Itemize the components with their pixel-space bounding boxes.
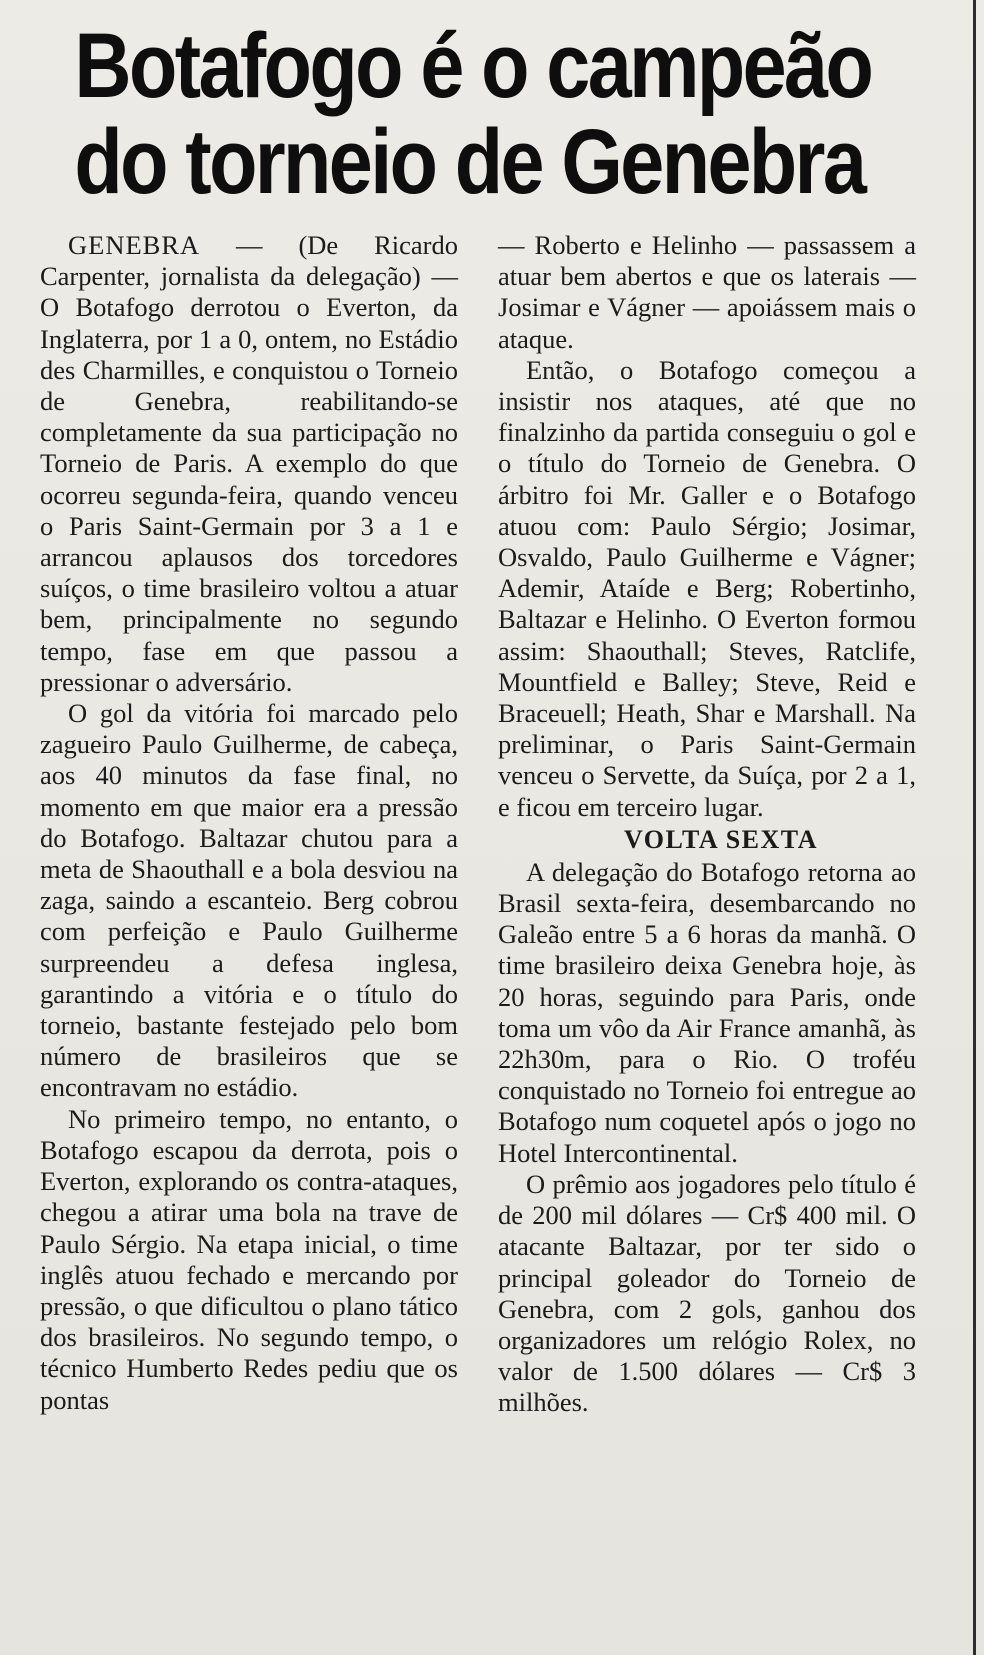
column-1: [40, 230, 458, 1419]
column-2: [498, 230, 916, 1419]
article-columns: [40, 230, 962, 1419]
paragraph-lead: [40, 230, 458, 698]
paragraph-prize: O prêmio aos jogadores pelo título é de 200 mil dólares — Cr$ 400 mil. O atacante Baltazar, por ter sido o principal goleador do Torneio de Genebra, com 2 gols, ganhou dos organizadores um relógio Rolex, no valor de 1.500 dólares — Cr$ 3 milhões.: [498, 1168, 916, 1418]
subheading: VOLTA SEXTA: [624, 824, 818, 854]
dateline: GENEBRA: [68, 230, 201, 260]
column-rule: [973, 0, 976, 1655]
paragraph-continuation: — Roberto e Helinho — passassem a atuar bem abertos e que os laterais — Josimar e Vágner — apoiássem mais o ataque.: [498, 230, 916, 354]
headline-line-2: do torneio de Genebra: [74, 111, 865, 213]
paragraph-lineups: Então, o Botafogo começou a insistir nos ataques, até que no finalzinho da partida conseguiu o gol e o título do Torneio de Genebra. O árbitro foi Mr. Galler e o Botafogo atuou com: Paulo Sérgio; Josimar, Osvaldo, Paulo Guilherme e Vágner; Ademir, Ataíde e Berg; Robertinho, Baltazar e Helinho. O Everton formou assim: Shaouthall; Steves, Ratclife, Mountfield e Balley; Steve, Reid e Braceuell; Heath, Shar e Marshall. Na preliminar, o Paris Saint-Germain venceu o Servette, da Suíça, por 2 a 1, e ficou em terceiro lugar.: [498, 354, 916, 822]
paragraph-goal: O gol da vitória foi marcado pelo zagueiro Paulo Guilherme, de cabeça, aos 40 minutos da fase final, no momento em que maior era a pressão do Botafogo. Baltazar chutou para a meta de Shaouthall e a bola desviou na zaga, saindo a escanteio. Berg cobrou com perfeição e Paulo Guilherme surpreendeu a defesa inglesa, garantindo a vitória e o título do torneio, bastante festejado pelo bom número de brasileiros que se encontravam no estádio.: [40, 698, 458, 1103]
paragraph-first-half: No primeiro tempo, no entanto, o Botafogo escapou da derrota, pois o Everton, explorando os contra-ataques, chegou a atirar uma bola na trave de Paulo Sérgio. Na etapa inicial, o time inglês atuou fechado e mercando por pressão, o que dificultou o plano tático dos brasileiros. No segundo tempo, o técnico Humberto Redes pediu que os pontas: [40, 1103, 458, 1415]
lead-text: — (De Ricardo Carpenter, jornalista da delegação) — O Botafogo derrotou o Everton, da Inglaterra, por 1 a 0, ontem, no Estádio des Charmilles, e conquistou o Torneio de Genebra, reabilitando-se completamente da sua participação no Torneio de Paris. A exemplo do que ocorreu segunda-feira, quando venceu o Paris Saint-Germain por 3 a 1 e arrancou aplausos dos torcedores suíços, o time brasileiro voltou a atuar bem, principalmente no segundo tempo, fase em que passou a pressionar o adversário.: [40, 230, 458, 697]
headline-line-1: Botafogo é o campeão: [74, 15, 872, 117]
paragraph-return: A delegação do Botafogo retorna ao Brasil sexta-feira, desembarcando no Galeão entre 5 a 6 horas da manhã. O time brasileiro deixa Genebra hoje, às 20 horas, seguindo para Paris, onde toma um vôo da Air France amanhã, às 22h30m, para o Rio. O troféu conquistado no Torneio foi entregue ao Botafogo num coquetel após o jogo no Hotel Intercontinental.: [498, 856, 916, 1168]
headline: [40, 15, 960, 213]
